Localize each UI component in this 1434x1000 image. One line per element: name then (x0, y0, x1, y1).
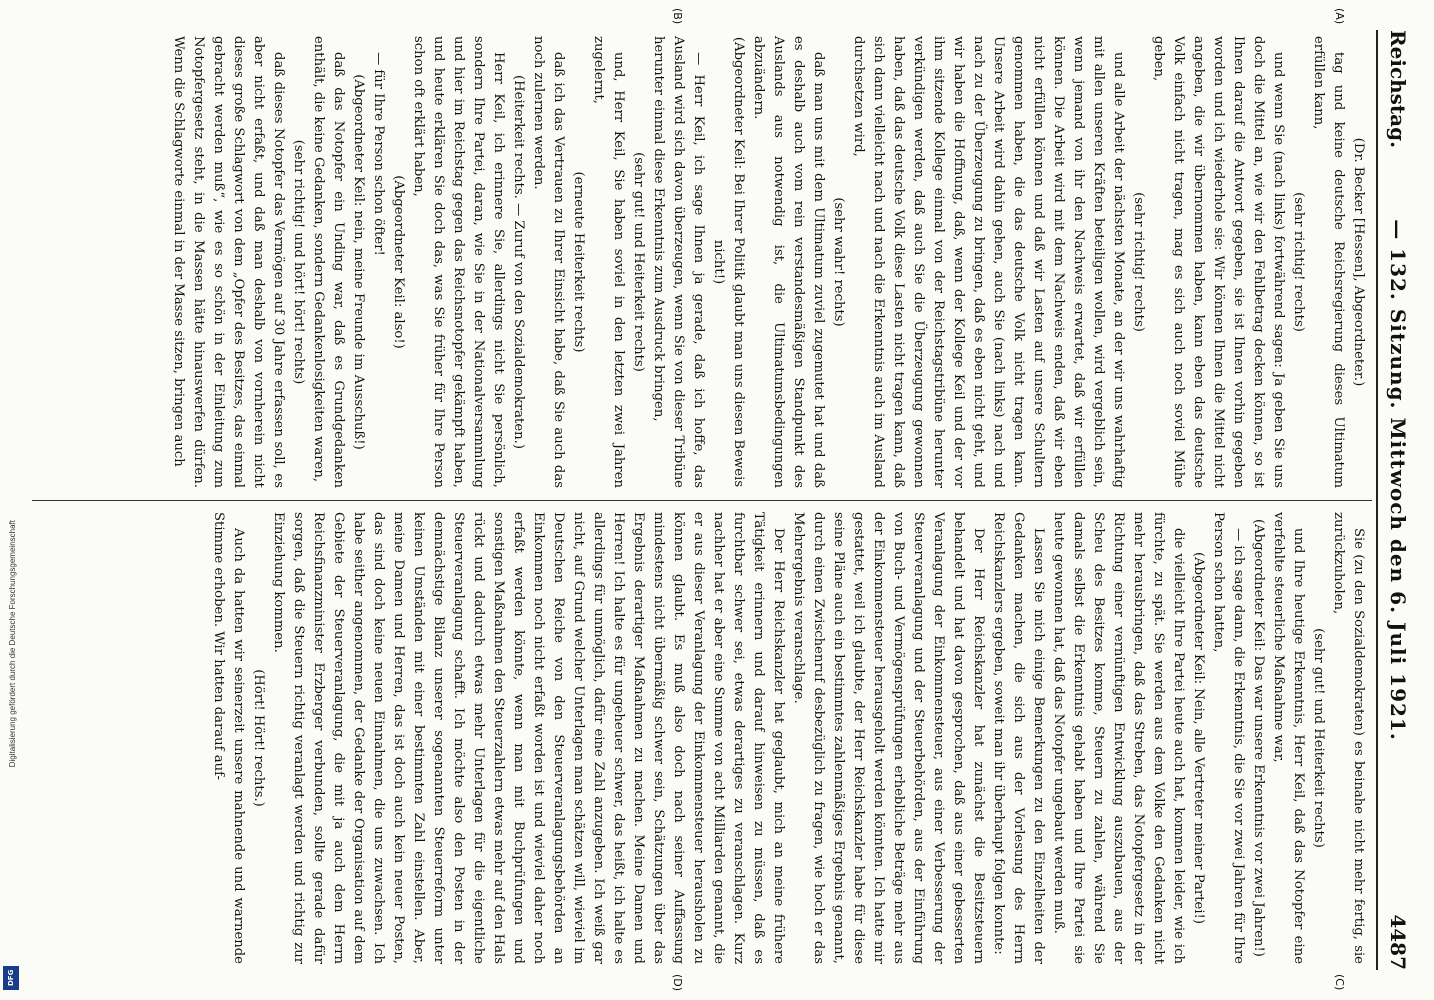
paragraph: — Herr Keil, ich sage Ihnen ja gerade, daß ich hoffe, das Ausland wird sich davon überzeugen, wenn Sie von dieser Tribüne herunter einmal diese Erkenntnis zum Ausdruck bringen, (651, 36, 706, 488)
paragraph: Der Herr Reichskanzler hat zunächst die Besitzsteuern behandelt und hat davon gesprochen, daß aus einer gebesserten Veranlagung der Einkommensteuer, aus einer Verbesserung der Steuerveranlagung und der Steuerbehörden, aus der Einführung von Buch- und Vermögensprüfungen erhebliche Beträge mehr aus der Einkommensteuer herausgeholt werden könnten. Ich hatte mir gestattet, weil ich glaubte, der Herr Reichskanzler habe für diese seine Pläne auch ein bestimmtes zahlenmäßiges Ergebnis genannt, durch einen Zwischenruf desbezüglich zu fragen, wie hoch er das Mehrergebnis veranschlage. (791, 512, 986, 964)
speaker-tag: (Dr. Becker [Hessen], Abgeordneter.) (1351, 137, 1366, 387)
interjection: (sehr richtig! und hört! hört! rechts) (291, 139, 306, 385)
page-number: 4487 (1386, 914, 1410, 970)
paragraph: Sie (zu den Sozialdemokraten) es beinahe nicht mehr fertig, sie zurückzuholen, (1331, 512, 1366, 964)
paragraph: und alle Arbeit der nächsten Monate, an der wir uns wahrhaftig mit allen unseren Kräften beteiligen wollen, wird vergeblich sein, wenn jemand von ihr den Nachweis erwartet, daß wir erfüllen können. Die Arbeit wird mit dem Nachweis enden, daß wir eben nicht erfüllen können und daß wir Lasten auf unsere Schultern genommen haben, die das deutsche Volk nicht tragen kann. Unsere Arbeit wird dahin gehen, auch Sie (nach links) nach und nach zu der Überzeugung zu bringen, daß es eben nicht geht, und wir haben die Hoffnung, daß, wenn der Kollege Keil und der vor ihm sitzende Kollege einmal von der Reichstagstribüne herunter verkündigen werden, daß auch Sie die Überzeugung gewonnen haben, daß das deutsche Volk diese Lasten nicht tragen kann, daß sich dann vielleicht nach und nach die Erkenntnis auch im Ausland durchsetzen wird, (851, 36, 1126, 488)
paragraph: Der Herr Reichskanzler hat geglaubt, mich an meine frühere Tätigkeit erinnern und darauf hinweisen zu müssen, daß es furchtbar schwer sei, etwas derartiges zu veranschlagen. Kurz nachher hat er aber eine Summe von acht Milliarden genannt, die er aus dieser Veranlagung der Einkommensteuer herausholen zu können glaubt. Es muß also doch nach seiner Auffassung mindestens nicht übermäßig schwer sein, Schätzungen über das Ergebnis derartiger Maßnahmen zu machen. Meine Damen und Herren! Ich halte es für ungeheuer schwer, das heißt, ich halte es allerdings für unmöglich, dafür eine Zahl anzugeben. Ich weiß gar nicht, auf Grund welcher Unterlagen man schätzen will, wieviel im Deutschen Reiche von den Steuerveranlagungsbehörden an Einkommen noch nicht erfaßt worden ist und wieviel daher noch erfaßt werden könnte, wenn man mit Buchprüfungen und sonstigen Maßnahmen den Steuerzahlern etwas mehr auf den Hals rückt und dadurch etwas mehr Unterlagen für die eigentliche Steuerveranlagung schafft. Ich möchte also den Posten in der demnächstige Bilanz unserer sogenannten Steuerreform unter keinen Umständen mit einer bestimmten Zahl einstellen. Aber, meine Damen und Herren, das ist doch auch kein neuer Posten, das sind doch keine neuen Einnahmen, die uns zuwachsen. Ich habe seither angenommen, der Gedanke der Organisation auf dem Gebiete der Steuerveranlagung, die mit ja auch dem Herrn Reichsfinanzminister Erzberger verbunden, sollte gerade dafür sorgen, daß die Steuern richtig veranlagt werden und richtig zur Einziehung kommen. (271, 512, 786, 964)
paragraph: daß man uns mit dem Ultimatum zuviel zugemutet hat und daß es deshalb auch vom rein verstandesmäßigen Standpunkt des Auslands aus notwendig ist, die Ultimatumsbedingungen abzuändern. (751, 36, 826, 488)
paragraph: — ich sage dann, die Erkenntnis, die Sie vor zwei Jahren für Ihre Person schon hatten, (1211, 512, 1246, 964)
interjection: (Hört! Hört! rechts.) (251, 669, 266, 807)
paragraph: und Ihre heutige Erkenntnis, Herr Keil, daß das Notopfer eine verfehlte steuerliche Maßnahme war, (1271, 512, 1306, 964)
column-left (168, 36, 1368, 488)
digitization-credit: Digitalisierung gefördert durch die Deutsche Forschungsgemeinschaft (8, 520, 17, 768)
header-rule (1376, 30, 1378, 970)
page-header (1376, 30, 1416, 970)
paragraph: daß das Notopfer ein Unding war, daß es Grundgedanken enthält, die keine Gedanken, sondern Gedankenlosigkeiten waren, (311, 36, 346, 488)
column-separator (32, 500, 1372, 501)
header-title: — 132. Sitzung. Mittwoch den 6. Juli 1921. (1386, 219, 1410, 741)
paragraph: tag und keine deutsche Reichsregierung dieses Ultimatum erfüllen kann, (1311, 36, 1346, 488)
paragraph: und, Herr Keil, Sie haben soviel in den letzten zwei Jahren zugelernt, (591, 36, 626, 488)
paragraph: daß dieses Notopfer das Vermögen auf 30 Jahre erfassen soll, es aber nicht erfaßt, und daß man deshalb von vornherein nicht dieses große Schlagwort von dem „Opfer des Besitzes, das einmal gebracht werden muß“, wie es so schön in der Einleitung zum Notopfergesetz steht, in die Massen hätte hinauswerfen dürfen. Wenn die Schlagworte einmal in der Masse sitzen, bringen auch (171, 36, 286, 488)
margin-marker-a: (A) (1333, 8, 1346, 25)
paragraph: und wenn Sie (nach links) fortwährend sagen: Ja geben Sie uns doch die Mittel an, wie wir den Fehlbetrag decken können, so ist Ihnen darauf die Antwort gegeben, sie ist Ihnen vorhin gegeben worden und ich wiederhole sie: Wir können Ihnen die Mittel nicht angeben, die wir übernommen haben, kann eben das deutsche Volk einfach nicht tragen, mag es sich auch noch soviel Mühe geben, (1151, 36, 1286, 488)
interjection: (Heiterkeit rechts. — Zuruf von den Sozialdemokraten.) (511, 75, 526, 449)
paragraph: Auch da hatten wir seinerzeit unsere mahnende und warnende Stimme erhoben. Wir hatten darauf auf- (211, 512, 246, 964)
header-left: Reichstag. (1386, 30, 1410, 149)
paragraph: — für Ihre Person schon öfter! (371, 52, 386, 256)
margin-marker-c: (C) (1333, 974, 1346, 991)
interjection: (Abgeordneter Keil: Nein, alle Vertreter meiner Partei!) (1191, 551, 1206, 924)
interjection: (sehr gut! und Heiterkeit rechts) (1311, 628, 1326, 848)
paragraph: die vielleicht Ihre Partei heute auch hat, kommen leider, wie ich fürchte, zu spät. Sie werden aus dem Volke den Gedanken nicht mehr herausbringen, daß das Streben, das Notopfergesetz in der Richtung einer vernünftigen Entwicklung auszubauen, aus der Scheu des Besitzes komme, Steuern zu zahlen, während Sie damals selbst die Erkenntnis gehabt haben und Ihre Partei sie heute gewonnen hat, daß das Notopfer ungebaut werden muß. (1051, 512, 1186, 964)
interjection: (Abgeordneter Keil: Bei Ihrer Politik glaubt man uns diesen Beweis nicht!) (711, 36, 746, 488)
dfg-logo: DFG (3, 966, 19, 990)
paragraph: daß ich das Vertrauen zu Ihrer Einsicht habe, daß Sie auch das noch zulernen werden. (531, 36, 566, 488)
interjection: (sehr richtig! rechts) (1291, 192, 1306, 332)
interjection: (sehr richtig! rechts) (1131, 192, 1146, 332)
interjection: (Abgeordneter Keil: Das war unsere Erkenntnis vor zwei Jahren!) (1251, 519, 1266, 957)
margin-marker-d: (D) (671, 974, 684, 992)
interjection: (sehr gut! und Heiterkeit rechts) (631, 152, 646, 372)
interjection: (Abgeordneter Keil: also!) (391, 175, 406, 349)
column-right (208, 512, 1368, 964)
paragraph: Herr Keil, ich erinnere Sie, allerdings nicht Sie persönlich, sondern Ihre Partei, daran, wie Sie in der Nationalversammlung und hier im Reichstag gegen das Reichsnotopfer gekämpft haben, und heute erklären Sie doch das, was Sie früher für Ihre Person schon oft erklärt haben, (411, 36, 506, 488)
paragraph: Lassen Sie mich einige Bemerkungen zu den Einzelheiten der Gedanken machen, die sich aus der Vorlesung des Herrn Reichskanzlers ergeben, soweit man ihr überhaupt folgen konnte: (991, 512, 1046, 964)
interjection: (Abgeordneter Keil: nein, meine Freunde im Ausschuß!) (351, 74, 366, 450)
interjection: (sehr wahr! rechts) (831, 197, 846, 327)
interjection: (erneute Heiterkeit rechts) (571, 171, 586, 353)
margin-marker-b: (B) (671, 8, 684, 25)
